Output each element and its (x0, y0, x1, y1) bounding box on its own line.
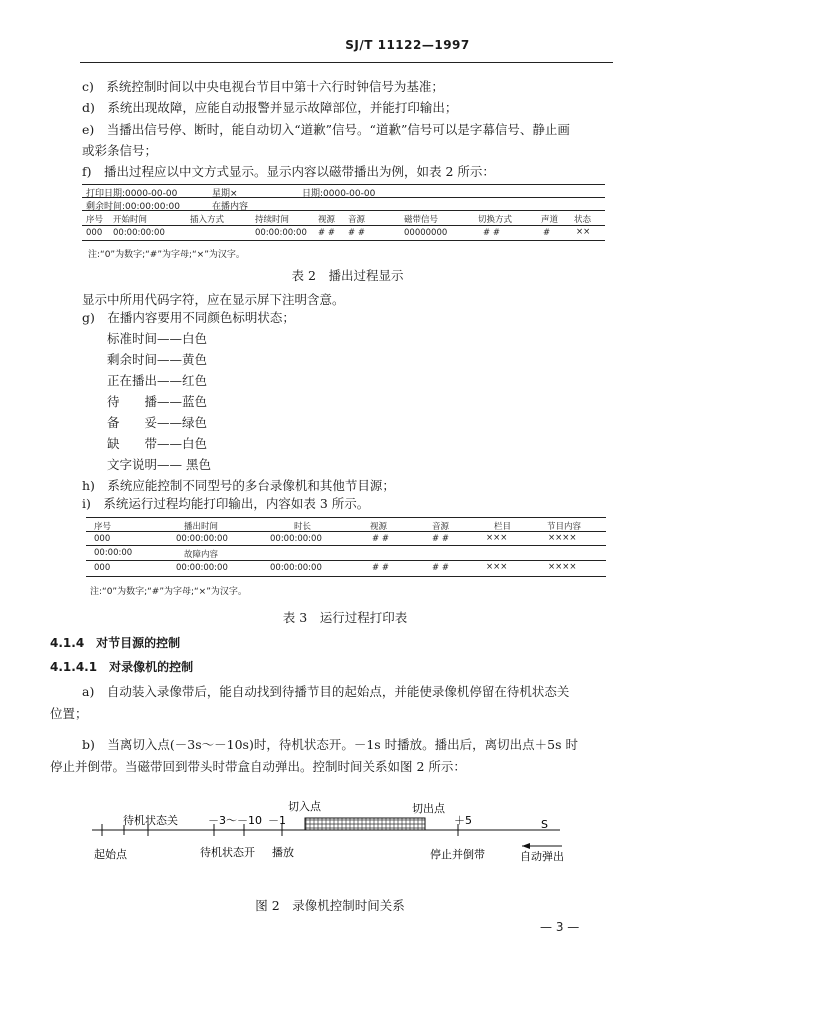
table3-note: 注:“0”为数字;“#”为字母;“×”为汉字。 (90, 587, 247, 597)
label-auto-eject: 自动弹出 (520, 850, 564, 863)
item-e-line2: 或彩条信号； (82, 143, 158, 158)
table2-date: 日期:0000-00-00 (302, 189, 376, 199)
item-i: i) 系统运行过程均能打印输出，内容如表 3 所示。 (82, 496, 370, 511)
table-header-cell: 节目内容 (547, 522, 582, 532)
item-a-line2: 位置； (50, 706, 88, 721)
color-list-item: 待 播——蓝色 (107, 394, 208, 409)
table-cell: ×× (576, 227, 591, 237)
table-cell: # # (348, 228, 365, 238)
table-cell: 00:00:00:00 (176, 563, 228, 573)
table2-remaining-time: 剩余时间:00:00:00:00 (86, 202, 180, 212)
page-header: SJ/T 11122—1997 (345, 38, 470, 52)
table-cell: # # (483, 228, 500, 238)
table-cell: 00:00:00 (94, 548, 133, 558)
color-list-item: 备 妥——绿色 (107, 415, 208, 430)
label-cut-out: 切出点 (412, 802, 445, 815)
figure-2-timeline (0, 790, 815, 870)
table-header-cell: 音源 (432, 522, 450, 532)
table-header-cell: 音源 (348, 215, 366, 225)
table-cell: 00:00:00:00 (255, 228, 307, 238)
table-cell: 000 (94, 534, 111, 544)
table-header-cell: 播出时间 (184, 522, 219, 532)
table-cell: 00:00:00:00 (270, 534, 322, 544)
table-cell: # # (318, 228, 335, 238)
item-g: g) 在播内容要用不同颜色标明状态； (82, 310, 295, 325)
table3-caption: 表 3 运行过程打印表 (282, 610, 408, 625)
color-list-item: 缺 带——白色 (107, 436, 208, 451)
table-header-cell: 状态 (574, 215, 592, 225)
table2-now-playing: 在播内容 (212, 202, 249, 212)
item-e-line1: e) 当播出信号停、断时，能自动切入“道歉”信号。“道歉”信号可以是字幕信号、静止画 (82, 122, 570, 137)
eject-arrow-head (522, 843, 530, 849)
header-rule (80, 62, 613, 63)
table-cell: # (543, 228, 551, 238)
table-cell: ×××× (548, 562, 577, 572)
table-cell: 000 (86, 228, 103, 238)
table2-print-date: 打印日期:0000-00-00 (86, 189, 178, 199)
color-list-item: 正在播出——红色 (107, 373, 208, 388)
table-header-cell: 声道 (541, 215, 559, 225)
table-cell: 故障内容 (184, 550, 219, 560)
table-header-cell: 磁带信号 (404, 215, 439, 225)
table-cell: ×××× (548, 533, 577, 543)
item-h: h) 系统应能控制不同型号的多台录像机和其他节目源； (82, 478, 395, 493)
label-start-point: 起始点 (94, 848, 127, 861)
table-cell: # # (372, 534, 389, 544)
color-list-item: 标准时间——白色 (107, 331, 208, 346)
item-a-line1: a) 自动装入录像带后，能自动找到待播节目的起始点，并能使录像机停留在待机状态关 (82, 684, 570, 699)
table-header-cell: 序号 (86, 215, 104, 225)
item-b-line2: 停止并倒带。当磁带回到带头时带盒自动弹出。控制时间关系如图 2 所示： (50, 759, 466, 774)
table-cell: # # (432, 563, 449, 573)
section-4-1-4-1: 4.1.4.1 对录像机的控制 (50, 660, 194, 674)
label-minus-1: －1 (268, 814, 286, 827)
table-cell: 000 (94, 563, 111, 573)
table-cell: ××× (486, 533, 508, 543)
table-cell: 00000000 (404, 228, 448, 238)
table-cell: # # (372, 563, 389, 573)
item-b-line1: b) 当离切入点(－3s～－10s)时，待机状态开。－1s 时播放。播出后，离切出点＋5s 时 (82, 737, 579, 752)
label-range: －3～－10 (208, 814, 262, 827)
figure-2-caption: 图 2 录像机控制时间关系 (255, 898, 405, 913)
table-cell: 00:00:00:00 (113, 228, 165, 238)
label-s: S (541, 818, 548, 831)
table-header-cell: 切换方式 (478, 215, 513, 225)
table-header-cell: 时长 (294, 522, 312, 532)
table2-note: 注:“0”为数字;“#”为字母;“×”为汉字。 (88, 250, 245, 260)
table-header-cell: 开始时间 (113, 215, 148, 225)
label-play: 播放 (272, 846, 294, 859)
table-header-cell: 插入方式 (190, 215, 225, 225)
table-cell: # # (432, 534, 449, 544)
label-stop-rewind: 停止并倒带 (430, 848, 485, 861)
table-header-cell: 持续时间 (255, 215, 290, 225)
table2-weekday: 星期× (212, 189, 238, 199)
item-f: f) 播出过程应以中文方式显示。显示内容以磁带播出为例，如表 2 所示： (82, 164, 495, 179)
page-number: — 3 — (540, 920, 580, 934)
label-standby-on: 待机状态开 (200, 846, 255, 859)
table-cell: 00:00:00:00 (176, 534, 228, 544)
program-segment (305, 818, 425, 830)
table-header-cell: 序号 (94, 522, 112, 532)
table-cell: 00:00:00:00 (270, 563, 322, 573)
label-cut-in: 切入点 (288, 800, 321, 813)
table-header-cell: 栏目 (494, 522, 512, 532)
table-cell: ××× (486, 562, 508, 572)
paragraph-codes: 显示中所用代码字符，应在显示屏下注明含意。 (82, 292, 345, 307)
color-list-item: 文字说明—— 黑色 (107, 457, 211, 472)
section-4-1-4: 4.1.4 对节目源的控制 (50, 636, 181, 650)
label-plus-5: ＋5 (454, 814, 472, 827)
table-header-cell: 视源 (318, 215, 336, 225)
table2-caption: 表 2 播出过程显示 (291, 268, 404, 283)
table-header-cell: 视源 (370, 522, 388, 532)
item-d: d) 系统出现故障，应能自动报警并显示故障部位，并能打印输出； (82, 100, 458, 115)
color-list-item: 剩余时间——黄色 (107, 352, 208, 367)
label-standby-off: 待机状态关 (123, 814, 178, 827)
item-c: c) 系统控制时间以中央电视台节目中第十六行时钟信号为基准； (82, 79, 444, 94)
